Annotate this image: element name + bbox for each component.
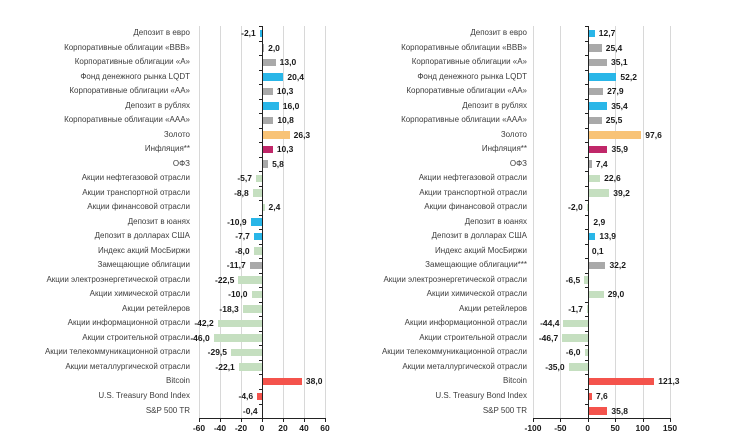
category-label: Акции транспортной отрасли <box>82 187 190 197</box>
x-axis-tick <box>325 418 326 422</box>
value-label: -1,7 <box>568 303 583 314</box>
category-label: Депозит в юанях <box>127 216 190 226</box>
zero-axis-tick <box>585 157 589 158</box>
category-label: Депозит в юанях <box>464 216 527 226</box>
value-label: 27,9 <box>607 86 624 97</box>
value-label: 25,5 <box>605 115 623 126</box>
bar <box>588 73 617 81</box>
category-label: Инфляция** <box>481 144 527 154</box>
axis-tick-label: -50 <box>554 423 567 434</box>
category-label: Индекс акций МосБиржи <box>435 245 527 255</box>
bar <box>254 233 262 241</box>
zero-axis-tick <box>585 374 589 375</box>
value-label: -44,4 <box>540 318 560 329</box>
value-label: -46,7 <box>538 332 559 343</box>
value-label: 0,1 <box>591 245 604 256</box>
bar <box>253 189 262 197</box>
zero-axis-tick <box>259 200 263 201</box>
x-axis-tick <box>643 418 644 422</box>
zero-axis-tick <box>259 171 263 172</box>
bar <box>588 189 609 197</box>
zero-axis-tick <box>259 316 263 317</box>
bar <box>262 131 290 139</box>
zero-axis-tick <box>259 287 263 288</box>
value-label: -10,0 <box>228 289 248 300</box>
bar <box>262 88 273 96</box>
bar <box>251 218 262 226</box>
zero-axis-tick <box>585 302 589 303</box>
category-label: Депозит в евро <box>133 28 190 37</box>
zero-axis-tick <box>259 99 263 100</box>
category-label: Замещающие облигации*** <box>425 260 527 270</box>
bar <box>231 349 262 357</box>
value-label: 13,9 <box>599 231 616 242</box>
bar <box>588 407 608 415</box>
value-label: 5,8 <box>272 158 284 169</box>
zero-axis-tick <box>259 229 263 230</box>
category-label: Акции телекоммуникационной отрасли <box>44 347 190 357</box>
zero-axis-tick <box>585 113 589 114</box>
bar <box>254 247 262 255</box>
bar <box>588 131 641 139</box>
category-label: Акции химической отрасли <box>426 289 527 299</box>
value-label: -35,0 <box>545 361 565 372</box>
bar <box>588 262 606 270</box>
bar <box>262 117 273 125</box>
zero-axis-tick <box>585 287 589 288</box>
bar <box>588 59 607 67</box>
x-axis-tick <box>588 418 589 422</box>
zero-axis-tick <box>259 360 263 361</box>
category-label: Инфляция** <box>144 144 190 154</box>
zero-axis-tick <box>585 55 589 56</box>
value-label: 25,4 <box>605 42 623 53</box>
value-label: -10,9 <box>227 216 247 227</box>
value-label: -6,0 <box>565 347 581 358</box>
category-label: Акции телекоммуникационной отрасли <box>381 347 527 357</box>
value-label: -8,0 <box>234 245 250 256</box>
bar <box>262 73 283 81</box>
zero-axis-tick <box>259 244 263 245</box>
x-axis-tick <box>304 418 305 422</box>
category-label: Акции электроэнергетической отрасли <box>46 274 190 284</box>
value-label: 32,2 <box>609 260 626 271</box>
value-label: 10,8 <box>277 115 294 126</box>
zero-axis-tick <box>259 142 263 143</box>
bar <box>250 262 262 270</box>
bar <box>262 146 273 154</box>
value-label: 29,0 <box>607 289 625 300</box>
category-label: Корпоративные облигации «ААА» <box>401 115 527 125</box>
zero-axis-tick <box>259 331 263 332</box>
category-label: Акции транспортной отрасли <box>419 187 527 197</box>
zero-axis-tick <box>585 215 589 216</box>
zero-axis-tick <box>585 244 589 245</box>
x-axis-tick <box>220 418 221 422</box>
gridline <box>533 26 534 418</box>
bar <box>252 291 263 299</box>
value-label: -6,5 <box>565 274 581 285</box>
x-axis-tick <box>560 418 561 422</box>
zero-axis-tick <box>585 273 589 274</box>
value-label: 12,7 <box>598 28 616 38</box>
value-label: -22,5 <box>215 274 235 285</box>
value-label: -2,0 <box>568 202 583 213</box>
bar <box>588 44 602 52</box>
bar <box>262 102 279 110</box>
value-label: 35,1 <box>611 57 628 68</box>
category-label: Фонд денежного рынка LQDT <box>417 71 527 81</box>
category-label: U.S. Treasury Bond Index <box>435 391 527 400</box>
zero-axis-tick <box>259 157 263 158</box>
zero-axis-tick <box>259 389 263 390</box>
axis-tick-label: 0 <box>585 423 591 434</box>
axis-tick-label: 20 <box>278 423 288 434</box>
category-label: Депозит в рублях <box>125 100 190 110</box>
category-label: Корпоративные облигации «АА» <box>406 86 527 96</box>
zero-axis-tick <box>585 316 589 317</box>
value-label: 7,4 <box>595 158 608 169</box>
zero-axis-tick <box>585 345 589 346</box>
category-label: Акции нефтегазовой отрасли <box>81 173 190 183</box>
zero-axis-tick <box>585 26 589 27</box>
value-label: -11,7 <box>226 260 246 271</box>
value-label: -7,7 <box>235 231 250 242</box>
value-label: -22,1 <box>215 361 235 372</box>
bar <box>588 102 607 110</box>
bar <box>588 378 654 386</box>
value-label: 22,6 <box>604 173 621 184</box>
axis-tick-label: -100 <box>524 423 542 434</box>
zero-axis-tick <box>259 374 263 375</box>
zero-axis-tick <box>585 128 589 129</box>
category-label: Золото <box>163 129 190 139</box>
bar <box>562 334 588 342</box>
category-label: Акции информационной отрасли <box>67 318 190 328</box>
value-label: 2,9 <box>593 216 606 227</box>
gridline <box>325 26 326 418</box>
value-label: 52,2 <box>620 71 637 82</box>
value-label: 38,0 <box>305 376 323 387</box>
zero-axis-tick <box>585 171 589 172</box>
x-axis-tick <box>241 418 242 422</box>
value-label: -29,5 <box>207 347 228 358</box>
category-label: Акции строительной отрасли <box>419 332 527 342</box>
zero-axis-tick <box>259 26 263 27</box>
category-label: Корпоративные облигации «А» <box>74 57 190 67</box>
axis-tick-label: 100 <box>635 423 650 434</box>
x-axis-tick <box>262 418 263 422</box>
value-label: 16,0 <box>282 100 300 111</box>
zero-axis-tick <box>585 389 589 390</box>
value-label: 2,4 <box>268 202 281 213</box>
zero-axis-tick <box>585 258 589 259</box>
value-label: -8,8 <box>234 187 249 198</box>
value-label: 35,4 <box>611 100 628 111</box>
gridline <box>643 26 644 418</box>
bar <box>569 363 588 371</box>
category-label: Депозит в рублях <box>462 100 527 110</box>
category-label: Акции финансовой отрасли <box>424 202 527 212</box>
zero-axis-tick <box>585 331 589 332</box>
zero-axis-tick <box>585 84 589 85</box>
value-label: 7,6 <box>595 391 608 401</box>
category-label: Акции нефтегазовой отрасли <box>418 173 527 183</box>
value-label: 121,3 <box>658 376 680 387</box>
zero-axis-tick <box>585 70 589 71</box>
x-axis-tick <box>283 418 284 422</box>
zero-axis-tick <box>585 200 589 201</box>
value-label: 20,4 <box>287 71 304 82</box>
category-label: Акции ретейлеров <box>122 303 190 313</box>
value-label: 26,3 <box>293 129 311 140</box>
bar <box>588 30 595 38</box>
value-label: -46,0 <box>190 332 210 343</box>
zero-axis-tick <box>585 99 589 100</box>
category-label: Депозит в долларах США <box>94 231 190 241</box>
x-axis-tick <box>199 418 200 422</box>
zero-axis-tick <box>259 258 263 259</box>
bar <box>243 305 262 313</box>
category-label: Акции металлургической отрасли <box>402 361 527 371</box>
category-label: Депозит в евро <box>470 28 527 37</box>
axis-tick-label: 40 <box>299 423 309 434</box>
category-label: S&P 500 TR <box>145 405 190 415</box>
category-label: Bitcoin <box>165 376 190 386</box>
category-label: Корпоративные облигации «А» <box>411 57 527 67</box>
value-label: -42,2 <box>194 318 214 329</box>
zero-axis-tick <box>259 345 263 346</box>
zero-axis-tick <box>259 128 263 129</box>
zero-axis-tick <box>259 41 263 42</box>
category-label: U.S. Treasury Bond Index <box>98 391 190 400</box>
value-label: -2,1 <box>241 28 256 38</box>
zero-axis-tick <box>259 186 263 187</box>
value-label: 35,9 <box>611 144 629 155</box>
zero-axis-tick <box>259 273 263 274</box>
axis-tick-label: 0 <box>259 423 265 434</box>
value-label: -0,4 <box>242 405 258 416</box>
zero-axis-tick <box>585 360 589 361</box>
zero-axis-tick <box>259 302 263 303</box>
bar <box>262 378 302 386</box>
category-label: Корпоративные облигации «ААА» <box>64 115 190 125</box>
gridline <box>199 26 200 418</box>
x-axis-tick <box>670 418 671 422</box>
category-label: Акции информационной отрасли <box>404 318 527 328</box>
zero-axis-tick <box>259 404 263 405</box>
zero-axis-tick <box>585 142 589 143</box>
value-label: -18,3 <box>219 303 239 314</box>
zero-axis-tick <box>585 229 589 230</box>
zero-axis-tick <box>585 186 589 187</box>
bar <box>238 276 262 284</box>
bar <box>588 175 600 183</box>
category-label: ОФЗ <box>172 158 190 168</box>
category-label: Золото <box>500 129 527 139</box>
gridline <box>304 26 305 418</box>
axis-tick-label: 50 <box>610 423 620 434</box>
axis-tick-label: -60 <box>192 423 206 434</box>
value-label: 97,6 <box>645 129 662 140</box>
value-label: -4,6 <box>238 391 254 401</box>
zero-axis-tick <box>585 41 589 42</box>
value-label: 2,0 <box>268 42 280 53</box>
value-label: -5,7 <box>237 173 252 184</box>
category-label: S&P 500 TR <box>482 405 527 415</box>
zero-axis-tick <box>259 70 263 71</box>
category-label: Фонд денежного рынка LQDT <box>80 71 190 81</box>
axis-tick-label: -40 <box>213 423 227 434</box>
bar <box>588 88 603 96</box>
bar <box>588 117 602 125</box>
category-label: Корпоративные облигации «АА» <box>69 86 190 96</box>
bar <box>588 233 596 241</box>
bar <box>588 146 608 154</box>
zero-axis-tick <box>259 113 263 114</box>
gridline <box>670 26 671 418</box>
zero-axis-tick <box>585 404 589 405</box>
x-axis-line <box>533 418 670 419</box>
x-axis-tick <box>615 418 616 422</box>
bar <box>588 291 604 299</box>
bar <box>214 334 262 342</box>
category-label: Акции строительной отрасли <box>82 332 190 342</box>
value-label: 35,8 <box>611 405 628 416</box>
category-label: Акции металлургической отрасли <box>65 361 190 371</box>
value-label: 10,3 <box>276 86 294 97</box>
bar <box>563 320 587 328</box>
zero-axis-tick <box>259 215 263 216</box>
zero-axis-tick <box>259 84 263 85</box>
category-label: Акции химической отрасли <box>89 289 190 299</box>
bar <box>239 363 262 371</box>
value-label: 39,2 <box>613 187 630 198</box>
category-label: Корпоративные облигации «BBB» <box>64 42 190 52</box>
category-label: Корпоративные облигации «BBB» <box>401 42 527 52</box>
value-label: 13,0 <box>279 57 297 68</box>
value-label: 10,3 <box>276 144 294 155</box>
category-label: Bitcoin <box>502 376 527 386</box>
bar <box>262 59 276 67</box>
category-label: Замещающие облигации <box>97 260 190 270</box>
axis-tick-label: -20 <box>234 423 248 434</box>
category-label: Акции ретейлеров <box>459 303 527 313</box>
category-label: ОФЗ <box>509 158 527 168</box>
axis-tick-label: 150 <box>662 423 678 434</box>
zero-axis-tick <box>259 55 263 56</box>
bar <box>218 320 262 328</box>
x-axis-tick <box>533 418 534 422</box>
category-label: Индекс акций МосБиржи <box>98 245 190 255</box>
category-label: Акции электроэнергетической отрасли <box>383 274 527 284</box>
axis-tick-label: 60 <box>320 423 330 434</box>
chart-right <box>375 0 750 444</box>
category-label: Акции финансовой отрасли <box>87 202 190 212</box>
category-label: Депозит в долларах США <box>431 231 527 241</box>
